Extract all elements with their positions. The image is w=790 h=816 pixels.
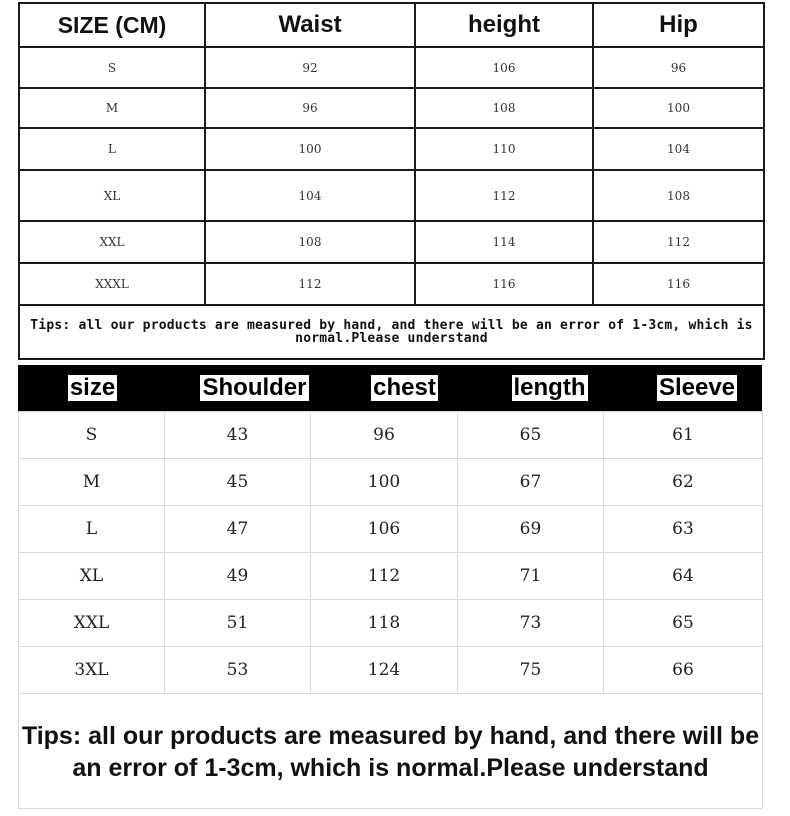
chest-cell: 118 <box>311 600 458 647</box>
length-cell: 71 <box>458 553 604 600</box>
table-row <box>19 128 764 170</box>
hip-cell: 104 <box>593 128 764 170</box>
waist-cell: 112 <box>205 263 415 305</box>
length-cell: 67 <box>458 459 604 506</box>
length-cell: 69 <box>458 506 604 553</box>
table-row <box>19 47 764 88</box>
table-header-row <box>19 3 764 47</box>
sleeve-cell: 65 <box>604 600 763 647</box>
height-cell: 106 <box>415 47 593 88</box>
size-cell: S <box>19 47 205 88</box>
sleeve-cell: 61 <box>604 412 763 459</box>
tip-row <box>19 305 764 359</box>
measurement-tip: Tips: all our products are measured by hand, and there will be an error of 1-3cm, which is normal.Please understand <box>19 694 763 809</box>
shoulder-cell: 53 <box>165 647 311 694</box>
header-shoulder: Shoulder <box>202 374 307 401</box>
length-cell: 75 <box>458 647 604 694</box>
size-cell: XXL <box>19 221 205 263</box>
chest-cell: 124 <box>311 647 458 694</box>
measurement-tip: Tips: all our products are measured by hand, and there will be an error of 1-3cm, which is normal.Please understand <box>19 305 764 359</box>
header-size: size <box>69 374 116 401</box>
size-cell: 3XL <box>19 647 165 694</box>
header-size-cm: SIZE (CM) <box>19 3 205 47</box>
size-cell: XXXL <box>19 263 205 305</box>
table-row <box>19 600 763 647</box>
shoulder-cell: 47 <box>165 506 311 553</box>
size-cell: XL <box>19 553 165 600</box>
chest-cell: 106 <box>311 506 458 553</box>
size-cell: L <box>19 128 205 170</box>
size-cell: M <box>19 459 165 506</box>
size-cell: XXL <box>19 600 165 647</box>
height-cell: 114 <box>415 221 593 263</box>
sleeve-cell: 62 <box>604 459 763 506</box>
size-cell: M <box>19 88 205 128</box>
tip-row <box>19 694 763 809</box>
table-row <box>19 506 763 553</box>
height-cell: 108 <box>415 88 593 128</box>
waist-cell: 108 <box>205 221 415 263</box>
hip-cell: 100 <box>593 88 764 128</box>
table-row <box>19 553 763 600</box>
sleeve-cell: 63 <box>604 506 763 553</box>
size-cell: L <box>19 506 165 553</box>
pants-size-table <box>18 2 765 360</box>
waist-cell: 100 <box>205 128 415 170</box>
tops-size-table <box>18 411 763 809</box>
hip-cell: 108 <box>593 170 764 221</box>
tops-table-header <box>18 365 762 411</box>
shoulder-cell: 49 <box>165 553 311 600</box>
table-row <box>19 459 763 506</box>
length-cell: 65 <box>458 412 604 459</box>
chest-cell: 100 <box>311 459 458 506</box>
sleeve-cell: 66 <box>604 647 763 694</box>
sleeve-cell: 64 <box>604 553 763 600</box>
table-row <box>19 263 764 305</box>
table-row <box>19 647 763 694</box>
shoulder-cell: 45 <box>165 459 311 506</box>
height-cell: 112 <box>415 170 593 221</box>
shoulder-cell: 43 <box>165 412 311 459</box>
hip-cell: 96 <box>593 47 764 88</box>
chest-cell: 96 <box>311 412 458 459</box>
waist-cell: 92 <box>205 47 415 88</box>
table-row <box>19 170 764 221</box>
size-cell: XL <box>19 170 205 221</box>
header-length: length <box>513 374 586 401</box>
size-cell: S <box>19 412 165 459</box>
header-sleeve: Sleeve <box>658 374 736 401</box>
table-row <box>19 221 764 263</box>
waist-cell: 96 <box>205 88 415 128</box>
length-cell: 73 <box>458 600 604 647</box>
table-row <box>19 88 764 128</box>
hip-cell: 116 <box>593 263 764 305</box>
hip-cell: 112 <box>593 221 764 263</box>
shoulder-cell: 51 <box>165 600 311 647</box>
waist-cell: 104 <box>205 170 415 221</box>
height-cell: 116 <box>415 263 593 305</box>
header-height: height <box>415 3 593 47</box>
header-waist: Waist <box>205 3 415 47</box>
header-hip: Hip <box>593 3 764 47</box>
chest-cell: 112 <box>311 553 458 600</box>
height-cell: 110 <box>415 128 593 170</box>
table-row <box>19 412 763 459</box>
header-chest: chest <box>373 374 436 401</box>
